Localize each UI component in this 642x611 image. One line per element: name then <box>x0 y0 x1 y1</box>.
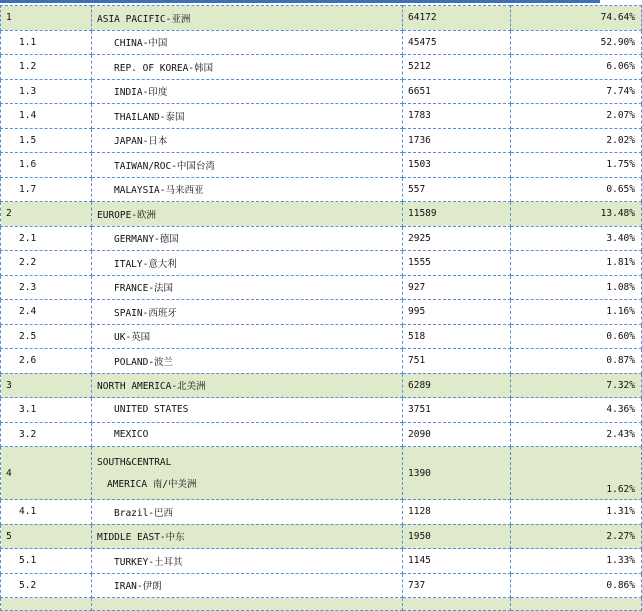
table-row-partial <box>1 598 642 611</box>
row-id: 1.3 <box>1 79 92 104</box>
row-id: 2.3 <box>1 275 92 300</box>
row-value: 64172 <box>403 6 511 31</box>
row-percent: 0.65% <box>511 177 642 202</box>
table-row <box>1 500 642 525</box>
table-row-region <box>1 447 642 500</box>
table-row <box>1 324 642 349</box>
table-row <box>1 300 642 325</box>
table-row <box>1 226 642 251</box>
table-row <box>1 573 642 598</box>
table-row-region <box>1 202 642 227</box>
row-name: INDIA-印度 <box>92 79 403 104</box>
row-name: ITALY-意大利 <box>92 251 403 276</box>
row-name: CHINA-中国 <box>92 30 403 55</box>
row-id <box>1 598 92 611</box>
row-percent: 1.75% <box>511 153 642 178</box>
row-id: 4.1 <box>1 500 92 525</box>
row-id: 3.1 <box>1 398 92 423</box>
row-percent: 1.31% <box>511 500 642 525</box>
row-id: 1 <box>1 6 92 31</box>
row-value: 1783 <box>403 104 511 129</box>
row-id: 2 <box>1 202 92 227</box>
row-name: SOUTH&CENTRAL <box>97 456 172 468</box>
table-row-region <box>1 6 642 31</box>
row-value: 1145 <box>403 549 511 574</box>
row-percent: 74.64% <box>511 6 642 31</box>
row-value: 1950 <box>403 524 511 549</box>
row-value: 1128 <box>403 500 511 525</box>
row-id: 3.2 <box>1 422 92 447</box>
row-percent: 4.36% <box>511 398 642 423</box>
row-name: Brazil-巴西 <box>92 500 403 525</box>
row-id: 1.1 <box>1 30 92 55</box>
row-name: POLAND-波兰 <box>92 349 403 374</box>
table-row <box>1 55 642 80</box>
row-percent: 1.33% <box>511 549 642 574</box>
row-name: TURKEY-土耳其 <box>92 549 403 574</box>
row-value: 1390 <box>403 447 511 500</box>
row-value: 2090 <box>403 422 511 447</box>
row-id: 1.4 <box>1 104 92 129</box>
row-value: 45475 <box>403 30 511 55</box>
row-value: 1736 <box>403 128 511 153</box>
row-name: EUROPE-欧洲 <box>92 202 403 227</box>
row-id: 1.2 <box>1 55 92 80</box>
row-name <box>92 598 403 611</box>
top-border <box>0 0 600 3</box>
row-percent: 7.32% <box>511 373 642 398</box>
row-value: 1555 <box>403 251 511 276</box>
row-percent: 6.06% <box>511 55 642 80</box>
table-row <box>1 153 642 178</box>
row-percent: 1.08% <box>511 275 642 300</box>
table-row <box>1 422 642 447</box>
table-row <box>1 275 642 300</box>
row-id: 2.5 <box>1 324 92 349</box>
row-id: 3 <box>1 373 92 398</box>
table-row <box>1 398 642 423</box>
row-percent: 13.48% <box>511 202 642 227</box>
row-value: 995 <box>403 300 511 325</box>
table-row <box>1 128 642 153</box>
row-name: UK-英国 <box>92 324 403 349</box>
row-name: ASIA PACIFIC-亚洲 <box>92 6 403 31</box>
row-value: 11589 <box>403 202 511 227</box>
row-percent: 0.86% <box>511 573 642 598</box>
row-percent: 3.40% <box>511 226 642 251</box>
row-percent <box>511 598 642 611</box>
row-percent: 2.43% <box>511 422 642 447</box>
row-percent: 0.87% <box>511 349 642 374</box>
row-name: NORTH AMERICA-北美洲 <box>92 373 403 398</box>
region-data-table <box>0 5 642 611</box>
row-value: 737 <box>403 573 511 598</box>
row-name: FRANCE-法国 <box>92 275 403 300</box>
row-value: 1503 <box>403 153 511 178</box>
row-name: UNITED STATES <box>92 398 403 423</box>
row-percent: 1.16% <box>511 300 642 325</box>
row-value: 6651 <box>403 79 511 104</box>
row-value: 751 <box>403 349 511 374</box>
row-percent: 2.27% <box>511 524 642 549</box>
table-row <box>1 251 642 276</box>
row-id: 2.6 <box>1 349 92 374</box>
row-value: 927 <box>403 275 511 300</box>
row-value <box>403 598 511 611</box>
row-id: 4 <box>1 447 92 500</box>
row-id: 2.2 <box>1 251 92 276</box>
row-name-cell <box>92 447 403 500</box>
row-value: 518 <box>403 324 511 349</box>
row-value: 6289 <box>403 373 511 398</box>
row-name: MEXICO <box>92 422 403 447</box>
table-row-region <box>1 373 642 398</box>
table-row <box>1 104 642 129</box>
row-id: 1.5 <box>1 128 92 153</box>
row-id: 1.6 <box>1 153 92 178</box>
row-percent: 0.60% <box>511 324 642 349</box>
table-row <box>1 30 642 55</box>
row-id: 1.7 <box>1 177 92 202</box>
row-percent: 1.81% <box>511 251 642 276</box>
row-percent: 7.74% <box>511 79 642 104</box>
row-value: 557 <box>403 177 511 202</box>
table-row <box>1 177 642 202</box>
row-name: MALAYSIA-马来西亚 <box>92 177 403 202</box>
row-id: 5.1 <box>1 549 92 574</box>
row-percent: 2.07% <box>511 104 642 129</box>
table-row-region <box>1 524 642 549</box>
table-row <box>1 349 642 374</box>
row-id: 2.4 <box>1 300 92 325</box>
row-value: 5212 <box>403 55 511 80</box>
row-value: 2925 <box>403 226 511 251</box>
row-percent: 52.90% <box>511 30 642 55</box>
row-name: MIDDLE EAST-中东 <box>92 524 403 549</box>
row-name: THAILAND-泰国 <box>92 104 403 129</box>
row-percent: 1.62% <box>511 447 642 500</box>
row-name: REP. OF KOREA-韩国 <box>92 55 403 80</box>
table-row <box>1 79 642 104</box>
row-name: SPAIN-西班牙 <box>92 300 403 325</box>
row-name: TAIWAN/ROC-中国台湾 <box>92 153 403 178</box>
row-percent: 2.02% <box>511 128 642 153</box>
table-row <box>1 549 642 574</box>
row-name: JAPAN-日本 <box>92 128 403 153</box>
row-id: 5.2 <box>1 573 92 598</box>
row-name: GERMANY-德国 <box>92 226 403 251</box>
row-name: IRAN-伊朗 <box>92 573 403 598</box>
row-name-line-2: AMERICA 南/中美洲 <box>107 478 197 490</box>
row-id: 5 <box>1 524 92 549</box>
row-value: 3751 <box>403 398 511 423</box>
row-id: 2.1 <box>1 226 92 251</box>
